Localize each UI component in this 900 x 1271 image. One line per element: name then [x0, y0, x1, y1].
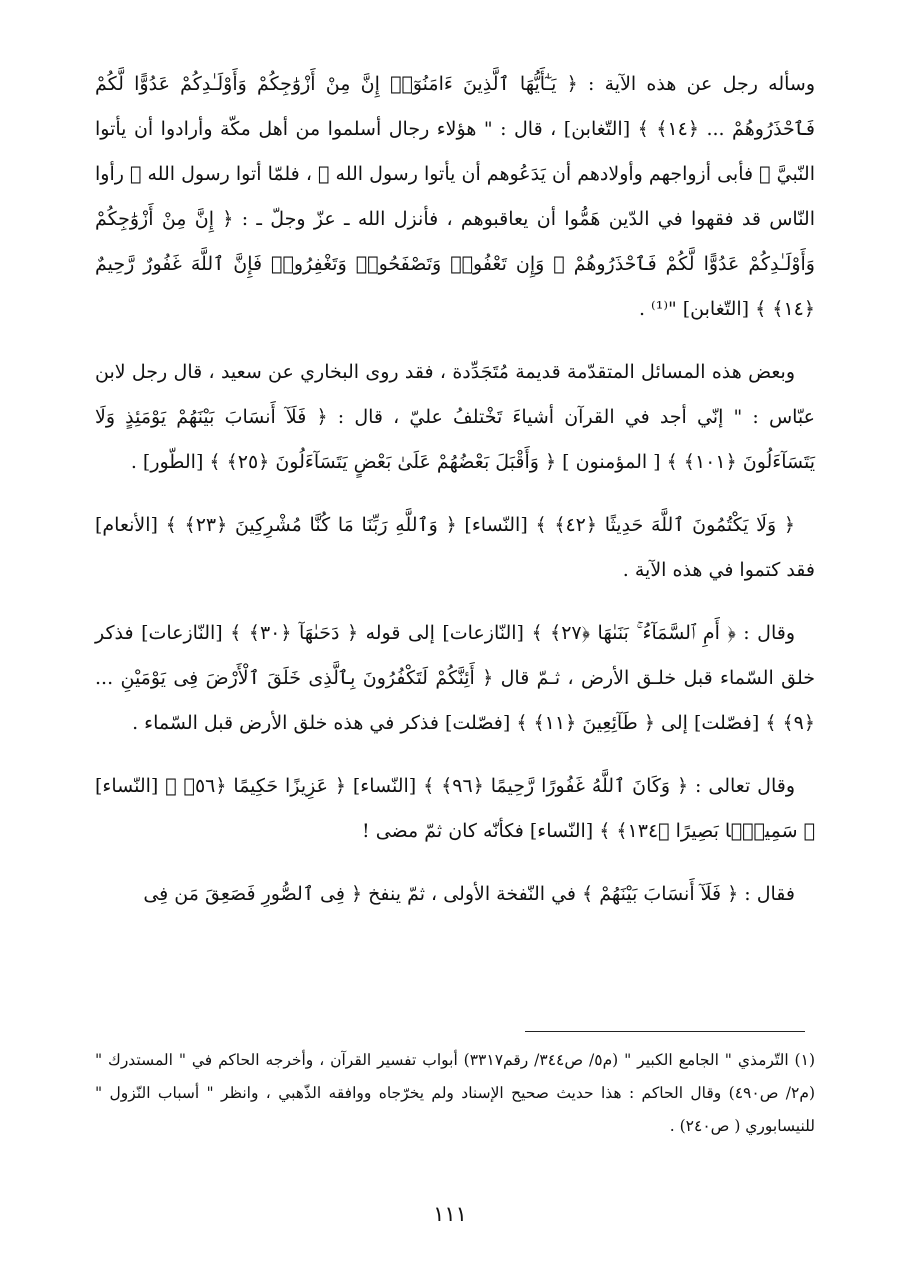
paragraph-4: وقال : ﴿ أَمِ ٱلسَّمَآءُ ۚ بَنَىٰهَا ﴿٢٧﴾ ﴾ [النّازعات] إلى قوله ﴿ دَحَىٰهَآ ﴿٣٠﴾ ﴾ [النّازعات] فذكر خلق السّماء قبل خلـق الأرض ، ثـمّ قال ﴿ أَئِنَّكُمْ لَتَكْفُرُونَ بِٱلَّذِى خَلَقَ ٱلْأَرْضَ فِى يَوْمَيْنِ ... ﴿٩﴾ ﴾ [فصّلت] إلى ﴿ طَآئِعِينَ ﴿١١﴾ ﴾ [فصّلت] فذكر في هذه خلق الأرض قبل السّماء .	[95, 622, 815, 734]
paragraph-2: وبعض هذه المسائل المتقدّمة قديمة مُتَجَدِّدة ، فقد روى البخاري عن سعيد ، قال رجل لابن عبّاس : " إنّي أجد في القرآن أشياءَ تَخْتلفُ عليّ ، قال : ﴿ فَلَآ أَنسَابَ بَيْنَهُمْ يَوْمَئِذٍ وَلَا يَتَسَآءَلُونَ ﴿١٠١﴾ ﴾ [ المؤمنون ] ﴿ وَأَقْبَلَ بَعْضُهُمْ عَلَىٰ بَعْضٍ يَتَسَآءَلُونَ ﴿٢٥﴾ ﴾ [الطّور] .	[95, 361, 815, 473]
footnote-1: (١) التّرمذي " الجامع الكبير " (م٥/ ص٣٤٤/ رقم٣٣١٧) أبواب تفسير القرآن ، وأخرجه الحاكم في " المستدرك " (م٢/ ص٤٩٠) وقال الحاكم : هذا حديث صحيح الإسناد ولم يخرّجاه ووافقه الذّهبي ، وانظر " أسباب النّزول " للنيسابوري ( ص٢٤٠) .	[95, 1051, 816, 1135]
page-number: ١١١	[433, 1202, 467, 1226]
paragraph-3: ﴿ وَلَا يَكْتُمُونَ ٱللَّهَ حَدِيثًا ﴿٤٢﴾ ﴾ [النّساء] ﴿ وَٱللَّهِ رَبِّنَا مَا كُنَّا مُشْرِكِينَ ﴿٢٣﴾ ﴾ [الأنعام] فقد كتموا في هذه الآية .	[95, 514, 815, 581]
paragraph-5: وقال تعالى : ﴿ وَكَانَ ٱللَّهُ غَفُورًا رَّحِيمًا ﴿٩٦﴾ ﴾ [النّساء] ﴿ عَزِيزًا حَكِيمًا ﴿٥٦﴾ ﴾ [النّساء] ﴿ سَمِيعًۢا بَصِيرًا ﴿١٣٤﴾ ﴾ [النّساء] فكأنّه كان ثمّ مضى !	[95, 775, 815, 842]
page-body	[95, 62, 815, 935]
footnote-divider	[525, 1031, 805, 1032]
paragraph-6: فقال : ﴿ فَلَآ أَنسَابَ بَيْنَهُمْ ﴾ في النّفخة الأولى ، ثمّ ينفخ ﴿ فِى ٱلصُّورِ فَصَعِقَ مَن فِى	[143, 883, 795, 905]
paragraph-1: وسأله رجل عن هذه الآية : ﴿ يَـٰٓأَيُّهَا ٱلَّذِينَ ءَامَنُوٓا۟ إِنَّ مِنْ أَزْوَٰجِكُمْ وَأَوْلَـٰدِكُمْ عَدُوًّا لَّكُمْ فَٱحْذَرُوهُمْ ... ﴿١٤﴾ ﴾ [التّغابن] ، قال : " هؤلاء رجال أسلموا من أهل مكّة وأرادوا أن يأتوا النّبيَّ ﷺ فأبى أزواجهم وأولادهم أن يَدَعُوهم أن يأتوا رسول الله ﷺ ، فلمّا أتوا رسول الله ﷺ رأوا النّاس قد فقهوا في الدّين هَمُّوا أن يعاقبوهم ، فأنزل الله ـ عزّ وجلّ ـ : ﴿ إِنَّ مِنْ أَزْوَٰجِكُمْ وَأَوْلَـٰدِكُمْ عَدُوًّا لَّكُمْ فَٱحْذَرُوهُمْ ۚ وَإِن تَعْفُوا۟ وَتَصْفَحُوا۟ وَتَغْفِرُوا۟ فَإِنَّ ٱللَّهَ غَفُورٌ رَّحِيمٌ ﴿١٤﴾ ﴾ [التّغابن] "⁽¹⁾ .	[95, 73, 816, 320]
footnote-section	[95, 1044, 815, 1143]
